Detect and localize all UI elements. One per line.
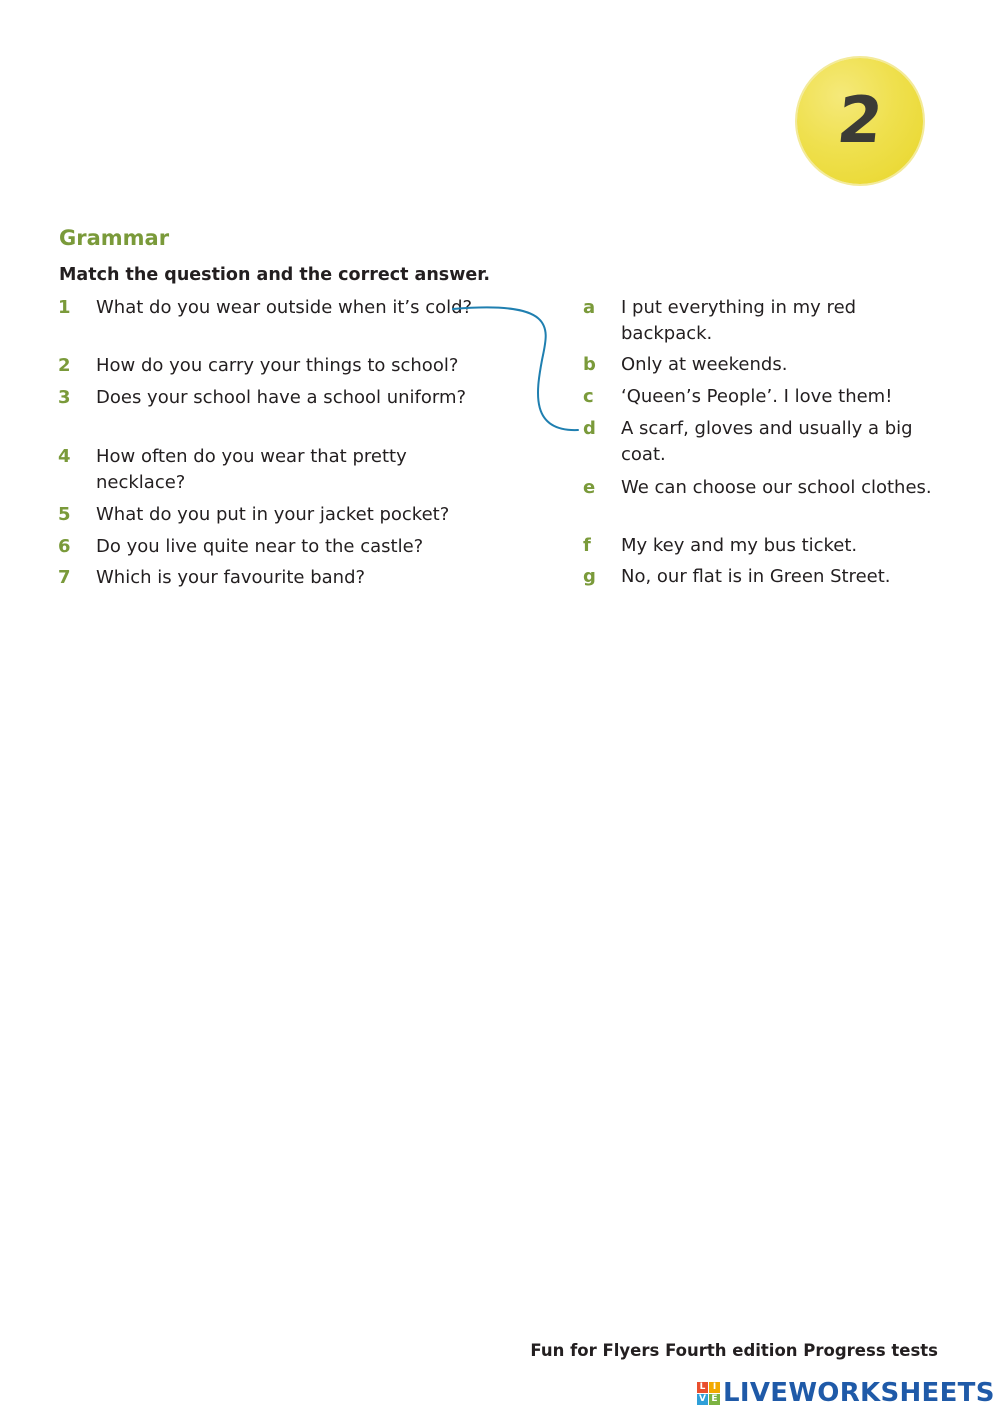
answer-text: I put everything in my red backpack. (621, 297, 857, 344)
connector-line (453, 307, 578, 430)
answer-text: We can choose our school clothes. (621, 477, 932, 498)
question-text: How do you carry your things to school? (96, 355, 459, 376)
question-number: 6 (58, 536, 71, 557)
answer-text: No, our flat is in Green Street. (621, 566, 891, 587)
answer-text: Only at weekends. (621, 354, 788, 375)
answer-letter: b (583, 354, 596, 375)
logo-mark (697, 1382, 720, 1405)
page-number: 2 (833, 84, 887, 158)
logo-letter: L (697, 1382, 708, 1393)
footer-text: Fun for Flyers Fourth edition Progress tests (530, 1341, 938, 1360)
question-text: What do you wear outside when it’s cold? (96, 297, 473, 318)
question-number: 3 (58, 387, 71, 408)
instruction: Match the question and the correct answer. (59, 265, 491, 285)
question-text: Which is your favourite band? (96, 567, 366, 588)
question-text: How often do you wear that pretty necklace? (96, 446, 407, 493)
answer-letter: e (583, 477, 596, 498)
question-text: Does your school have a school uniform? (96, 387, 467, 408)
question-number: 1 (58, 297, 71, 318)
answer-letter: a (583, 297, 596, 318)
answer-text: ‘Queen’s People’. I love them! (621, 386, 893, 407)
question-text: What do you put in your jacket pocket? (96, 504, 450, 525)
logo-letter: E (709, 1394, 720, 1405)
answer-letter: g (583, 566, 596, 587)
answer-text: My key and my bus ticket. (621, 535, 858, 556)
section-title: Grammar (59, 226, 170, 250)
logo-letter: I (709, 1382, 720, 1393)
answer-letter: d (583, 418, 596, 439)
question-number: 5 (58, 504, 71, 525)
question-number: 2 (58, 355, 71, 376)
question-number: 7 (58, 567, 71, 588)
liveworksheets-logo (697, 1376, 995, 1410)
answer-text: A scarf, gloves and usually a big coat. (621, 418, 913, 465)
question-number: 4 (58, 446, 71, 467)
answer-letter: f (583, 535, 591, 556)
logo-text: LIVEWORKSHEETS (723, 1378, 995, 1408)
answer-letter: c (583, 386, 594, 407)
question-text: Do you live quite near to the castle? (96, 536, 424, 557)
logo-letter: V (697, 1394, 708, 1405)
